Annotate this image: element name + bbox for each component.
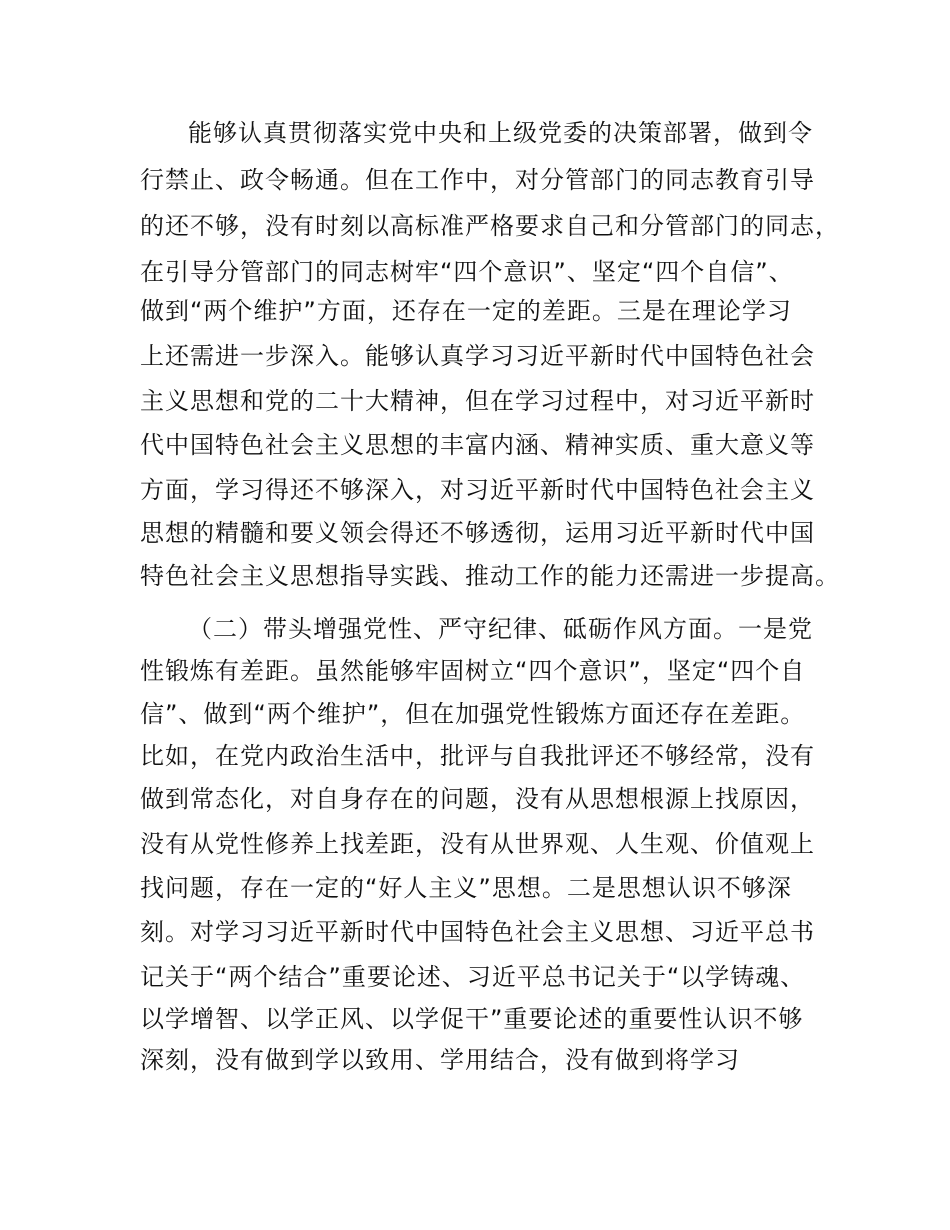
paragraph-1-line-9: 方面，学习得还不够深入，对习近平新时代中国特色社会主义 [140, 476, 815, 504]
paragraph-1-line-8: 代中国特色社会主义思想的丰富内涵、精神实质、重大意义等 [140, 431, 815, 459]
paragraph-2-line-6: 没有从党性修养上找差距，没有从世界观、人生观、价值观上 [140, 830, 815, 858]
paragraph-1-line-6: 上还需进一步深入。能够认真学习习近平新时代中国特色社会 [140, 342, 815, 370]
paragraph-2-line-2: 性锻炼有差距。虽然能够牢固树立“四个意识”，坚定“四个自 [140, 657, 806, 685]
paragraph-2-line-3: 信”、做到“两个维护”，但在加强党性锻炼方面还存在差距。 [140, 700, 806, 728]
paragraph-2-line-1: （二）带头增强党性、严守纪律、砥砺作风方面。一是党 [188, 615, 813, 643]
paragraph-1-line-2: 行禁止、政令畅通。但在工作中，对分管部门的同志教育引导 [140, 166, 815, 194]
paragraph-1-line-10: 思想的精髓和要义领会得还不够透彻，运用习近平新时代中国 [140, 519, 815, 547]
paragraph-1-line-11: 特色社会主义思想指导实践、推动工作的能力还需进一步提高。 [140, 562, 840, 590]
paragraph-1-line-1: 能够认真贯彻落实党中央和上级党委的决策部署，做到令 [188, 119, 813, 147]
paragraph-2-line-11: 深刻，没有做到学以致用、学用结合，没有做到将学习 [140, 1046, 740, 1074]
paragraph-2-line-9: 记关于“两个结合”重要论述、习近平总书记关于“以学铸魂、 [140, 963, 806, 991]
paragraph-2-line-5: 做到常态化，对自身存在的问题，没有从思想根源上找原因， [140, 785, 815, 813]
paragraph-1-line-3: 的还不够，没有时刻以高标准严格要求自己和分管部门的同志， [140, 212, 840, 240]
paragraph-2-line-4: 比如，在党内政治生活中，批评与自我批评还不够经常，没有 [140, 742, 815, 770]
paragraph-1-line-5: 做到“两个维护”方面，还存在一定的差距。三是在理论学习 [140, 297, 792, 325]
paragraph-2-line-8: 刻。对学习习近平新时代中国特色社会主义思想、习近平总书 [140, 918, 815, 946]
paragraph-1-line-4: 在引导分管部门的同志树牢“四个意识”、坚定“四个自信”、 [140, 258, 794, 286]
paragraph-2-line-7: 找问题，存在一定的“好人主义”思想。二是思想认识不够深 [140, 874, 792, 902]
paragraph-1-line-7: 主义思想和党的二十大精神，但在学习过程中，对习近平新时 [140, 387, 815, 415]
paragraph-2-line-10: 以学增智、以学正风、以学促干”重要论述的重要性认识不够 [140, 1005, 804, 1033]
